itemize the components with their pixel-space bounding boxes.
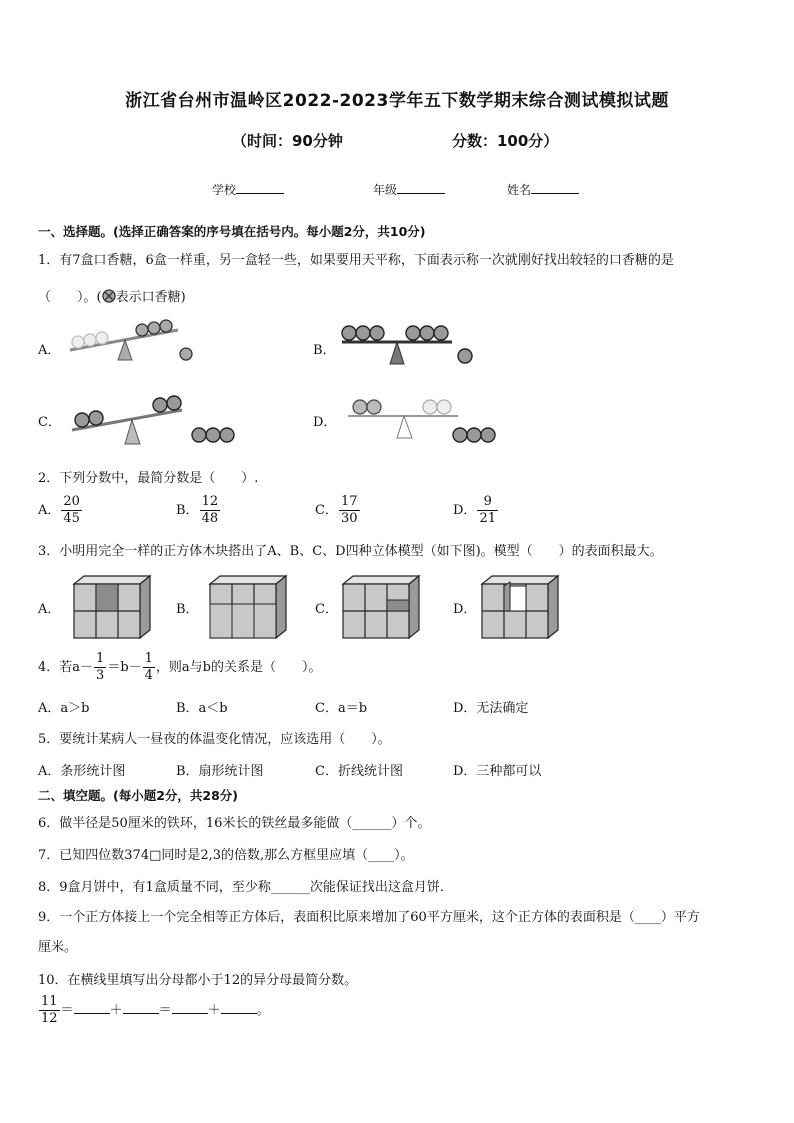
cube-model-b — [200, 574, 292, 638]
q1-legend-text: 表示口香糖) — [115, 290, 186, 305]
fraction-numerator: 20 — [63, 494, 80, 509]
q7-stem: 7．已知四位数374□同时是2,3的倍数,那么方框里应填（____）。 — [38, 848, 414, 863]
section2-heading: 二、填空题。(每小题2分，共28分) — [38, 788, 239, 803]
plus-sign: ＋ — [207, 1003, 221, 1018]
exam-time: （时间：90分钟 — [232, 132, 343, 150]
q3-option-c-label[interactable]: C． — [315, 602, 338, 617]
plus-sign: ＋ — [109, 1003, 123, 1018]
q1-line1: 1．有7盒口香糖，6盒一样重，另一盒轻一些，如果要用天平称，下面表示称一次就刚好找出较轻的口香糖的是 — [38, 253, 674, 268]
q3-stem: 3．小明用完全一样的正方体木块搭出了A、B、C、D四种立体模型（如下图)。模型（ ）的表面积最大。 — [38, 544, 663, 559]
q2-stem: 2．下列分数中，最简分数是（ ）. — [38, 471, 259, 486]
q4-option-d[interactable]: D．无法确定 — [453, 701, 529, 716]
equals-sign: ＝ — [60, 1003, 74, 1018]
q2-option-d-label: D． — [453, 503, 477, 518]
fraction-denominator: 30 — [340, 511, 358, 526]
q4-option-a[interactable]: A．a＞b — [38, 701, 90, 716]
q4-stem-part-a: 4．若a－ — [38, 660, 94, 675]
answer-blank-3[interactable] — [172, 1000, 208, 1014]
grade-field — [373, 181, 445, 198]
q2-option-c-label: C． — [315, 503, 338, 518]
q2-option-c[interactable] — [315, 494, 361, 527]
q1-option-b-label[interactable]: B． — [313, 343, 336, 358]
cube-model-c — [339, 572, 431, 638]
q4-stem-part-c: ，则a与b的关系是（ ）。 — [155, 660, 322, 675]
period: 。 — [256, 1003, 270, 1018]
q9-stem-line2: 厘米。 — [38, 940, 78, 955]
q2-option-b[interactable] — [176, 494, 221, 527]
answer-blank-2[interactable] — [123, 1000, 159, 1014]
q4-stem-part-b: ＝b－ — [107, 660, 142, 675]
q2-option-a-fraction — [61, 494, 82, 527]
grade-blank[interactable] — [397, 181, 445, 194]
q2-option-d[interactable] — [453, 494, 499, 527]
q4-fraction-1 — [94, 651, 106, 684]
grade-label: 年级 — [373, 183, 398, 197]
q5-option-a[interactable]: A．条形统计图 — [38, 764, 126, 779]
q4-fraction-2 — [143, 651, 155, 684]
gum-icon — [102, 289, 116, 303]
exam-score: 分数：100分） — [452, 132, 559, 150]
q10-fraction — [39, 994, 60, 1027]
cube-model-a — [64, 574, 154, 638]
q6-stem: 6．做半径是50厘米的铁环，16米长的铁丝最多能做（______）个。 — [38, 816, 431, 831]
q5-option-b[interactable]: B．扇形统计图 — [176, 764, 264, 779]
fraction-denominator: 3 — [96, 668, 105, 683]
q3-option-d-label[interactable]: D． — [453, 602, 477, 617]
name-label: 姓名 — [507, 183, 532, 197]
q1-blank: （ ）。( — [38, 290, 102, 305]
fraction-numerator: 17 — [340, 494, 358, 509]
q1-option-a-label[interactable]: A． — [38, 343, 61, 358]
fraction-denominator: 12 — [41, 1011, 58, 1026]
q2-option-a-label: A． — [38, 503, 61, 518]
fraction-denominator: 21 — [479, 511, 496, 526]
school-blank[interactable] — [236, 181, 284, 194]
q2-option-b-label: B． — [176, 503, 199, 518]
answer-blank-1[interactable] — [74, 1000, 110, 1014]
answer-blank-4[interactable] — [221, 1000, 257, 1014]
fraction-numerator: 1 — [96, 651, 105, 666]
q3-option-b-label[interactable]: B． — [176, 602, 199, 617]
fraction-numerator: 12 — [201, 494, 219, 509]
q3-option-a-label[interactable]: A． — [38, 602, 61, 617]
q8-stem: 8．9盒月饼中，有1盒质量不同，至少称______次能保证找出这盒月饼． — [38, 880, 453, 895]
balance-c-figure — [70, 388, 250, 448]
q2-option-a[interactable] — [38, 494, 83, 527]
fraction-denominator: 48 — [201, 511, 219, 526]
q10-stem: 10．在横线里填写出分母都小于12的异分母最简分数。 — [38, 973, 358, 988]
q5-option-c[interactable]: C．折线统计图 — [315, 764, 403, 779]
q4-option-c[interactable]: C．a＝b — [315, 701, 368, 716]
fraction-numerator: 11 — [41, 994, 58, 1009]
balance-b-figure — [340, 320, 480, 370]
q9-stem-line1: 9．一个正方体接上一个完全相等正方体后，表面积比原来增加了60平方厘米，这个正方体的表面积是（____）平方 — [38, 910, 700, 925]
fraction-numerator: 9 — [477, 494, 498, 511]
school-field — [212, 181, 284, 198]
q10-equation — [38, 994, 270, 1027]
q4-stem — [38, 651, 322, 684]
fraction-denominator: 45 — [63, 511, 80, 526]
q5-option-d[interactable]: D．三种都可以 — [453, 764, 542, 779]
fraction-denominator: 4 — [144, 668, 153, 683]
q5-stem: 5．要统计某病人一昼夜的体温变化情况，应该选用（ ）。 — [38, 732, 391, 747]
cube-model-d — [478, 572, 570, 638]
section1-heading: 一、选择题。(选择正确答案的序号填在括号内。每小题2分，共10分) — [38, 224, 426, 239]
q1-line2 — [38, 286, 186, 305]
equals-sign: ＝ — [158, 1003, 172, 1018]
q4-option-b[interactable]: B．a＜b — [176, 701, 228, 716]
q2-option-c-fraction — [339, 494, 360, 527]
exam-title: 浙江省台州市温岭区2022-2023学年五下数学期末综合测试模拟试题 — [125, 91, 669, 111]
q2-option-d-fraction — [477, 494, 498, 527]
name-blank[interactable] — [531, 181, 579, 194]
fraction-numerator: 1 — [144, 651, 153, 666]
balance-a-figure — [66, 314, 206, 368]
name-field — [507, 181, 579, 198]
q1-option-c-label[interactable]: C． — [38, 415, 61, 430]
q1-option-d-label[interactable]: D． — [313, 415, 337, 430]
balance-d-figure — [346, 392, 506, 448]
school-label: 学校 — [212, 183, 237, 197]
q2-option-b-fraction — [200, 494, 221, 527]
